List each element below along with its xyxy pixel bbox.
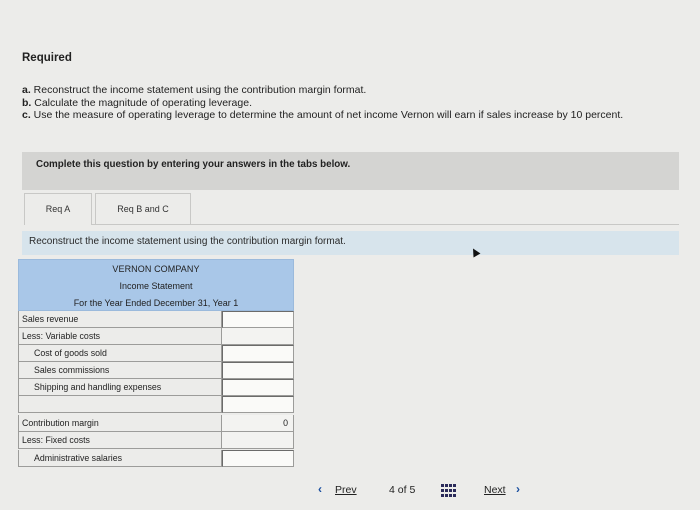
company-name: VERNON COMPANY: [112, 264, 200, 274]
table-row: [18, 379, 294, 396]
statement-period: For the Year Ended December 31, Year 1: [73, 298, 239, 308]
table-row: [18, 328, 294, 345]
tab-divider: [92, 224, 679, 225]
row-label-sales-revenue[interactable]: Sales revenue: [18, 311, 222, 328]
page-current: 4: [389, 484, 395, 496]
table-row: [18, 345, 294, 362]
row-value-blank[interactable]: [222, 396, 294, 413]
prev-label: Prev: [335, 484, 357, 496]
tab-req-a[interactable]: Req A: [24, 193, 92, 225]
instructions: [22, 84, 692, 122]
page-total: 5: [409, 484, 416, 496]
instruction-c: c. Use the measure of operating leverage to determine the amount of net income Vernon will earn if sales increase by 10 percent.: [22, 109, 624, 121]
statement-title: Income Statement: [119, 281, 193, 291]
required-heading: Required: [22, 52, 72, 64]
row-label-sales-commissions: Sales commissions: [18, 362, 222, 379]
chevron-left-icon: ‹: [318, 482, 322, 496]
complete-question-text: Complete this question by entering your answers in the tabs below.: [36, 159, 351, 170]
row-label-administrative-salaries: Administrative salaries: [18, 450, 222, 467]
row-label-cost-of-goods-sold: Cost of goods sold: [18, 345, 222, 362]
row-label-blank[interactable]: [18, 396, 222, 413]
page-indicator: [389, 482, 415, 502]
row-value-contribution-margin: 0: [222, 415, 294, 432]
table-row: [18, 396, 294, 413]
row-label-contribution-margin[interactable]: Contribution margin: [18, 415, 222, 432]
statement-header: [18, 259, 294, 311]
instruction-a: a. Reconstruct the income statement using the contribution margin format.: [22, 84, 367, 96]
tab-prompt-text: Reconstruct the income statement using the contribution margin format.: [29, 236, 346, 247]
row-value-less-variable-costs: [222, 328, 294, 345]
tab-prompt-banner: [22, 231, 679, 255]
chevron-right-icon: ›: [516, 482, 520, 496]
row-value-cost-of-goods-sold[interactable]: [222, 345, 294, 362]
grid-icon[interactable]: [441, 484, 455, 498]
table-row: [18, 415, 294, 432]
table-row: [18, 311, 294, 328]
next-label: Next: [484, 484, 506, 496]
row-value-sales-commissions[interactable]: [222, 362, 294, 379]
table-row: [18, 432, 294, 449]
row-label-less-fixed-costs: Less: Fixed costs: [18, 432, 222, 449]
row-label-less-variable-costs: Less: Variable costs: [18, 328, 222, 345]
tab-req-b-and-c[interactable]: Req B and C: [95, 193, 191, 225]
row-label-shipping-and-handling: Shipping and handling expenses: [18, 379, 222, 396]
row-value-shipping-and-handling[interactable]: [222, 379, 294, 396]
row-value-sales-revenue[interactable]: [222, 311, 294, 328]
complete-question-banner: [22, 152, 679, 190]
instruction-b: b. Calculate the magnitude of operating leverage.: [22, 96, 252, 109]
row-value-less-fixed-costs: [222, 432, 294, 449]
table-row: [18, 450, 294, 467]
row-value-administrative-salaries[interactable]: [222, 450, 294, 467]
table-row: [18, 362, 294, 379]
page-of: of: [397, 484, 407, 496]
